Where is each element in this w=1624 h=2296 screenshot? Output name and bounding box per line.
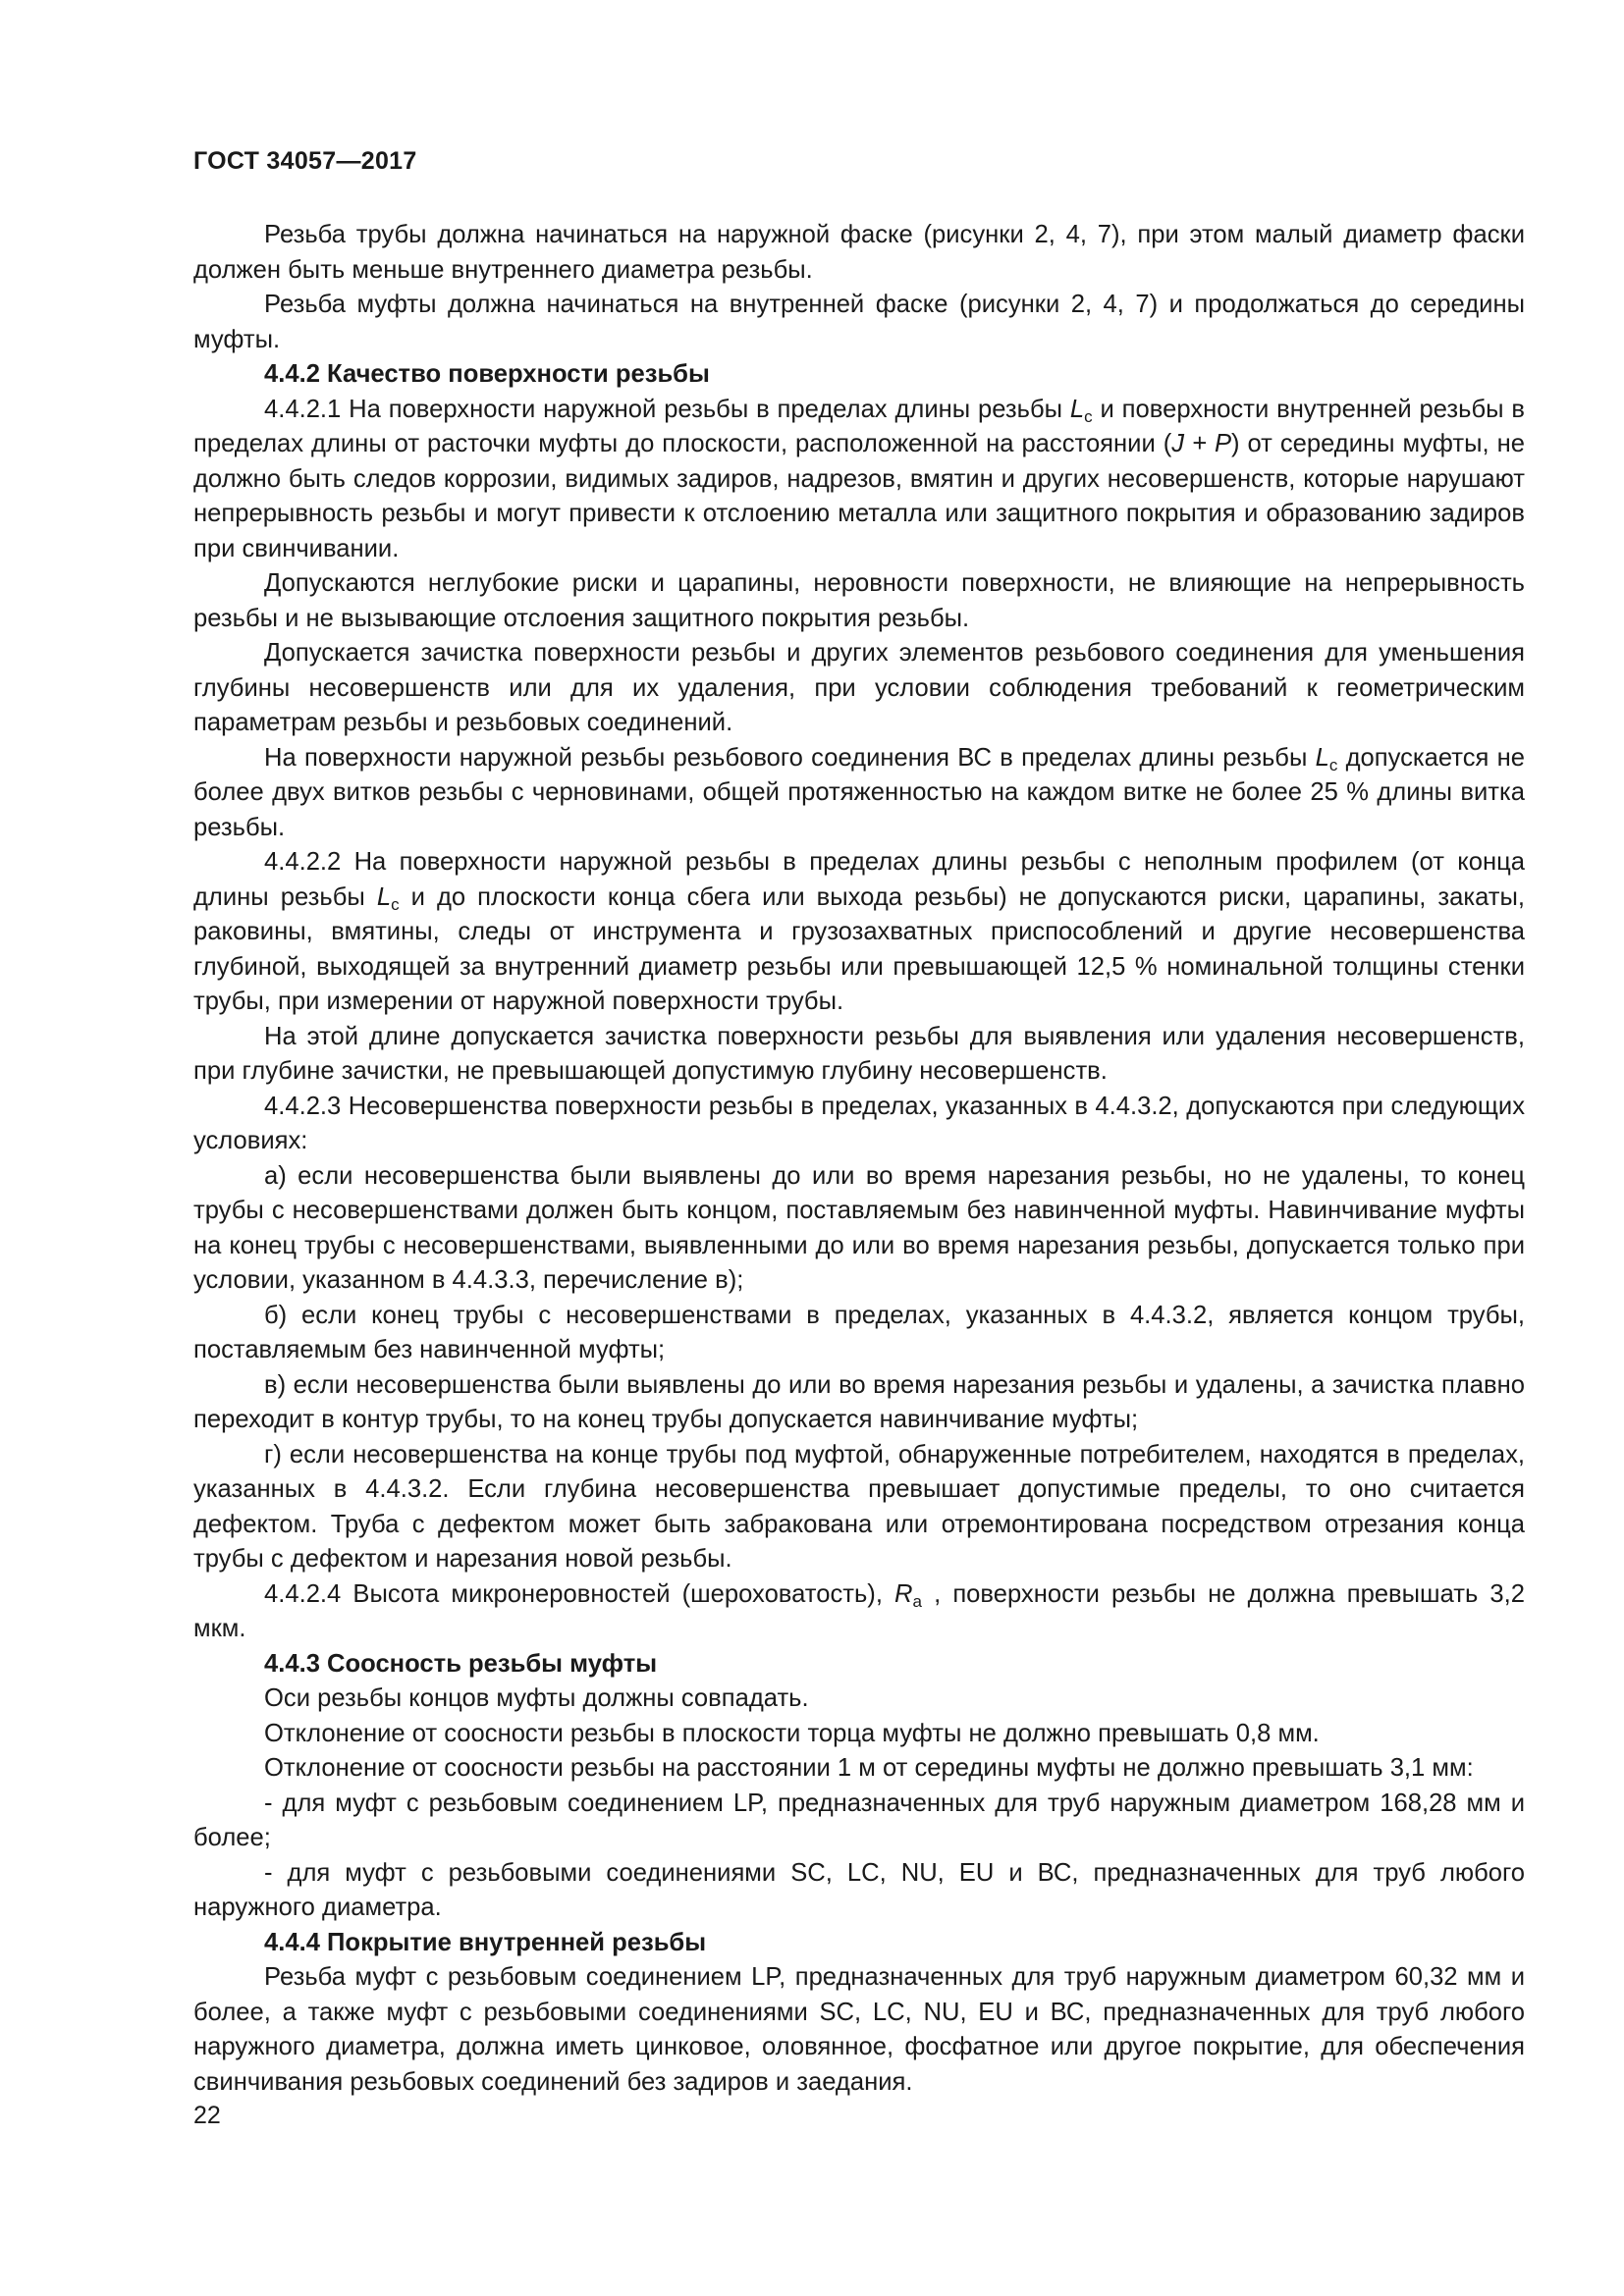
section-heading: 4.4.3 Соосность резьбы муфты — [264, 1649, 658, 1678]
paragraph: Резьба муфты должна начинаться на внутренней фаске (рисунки 2, 4, 7) и продолжаться до середины муфты. — [193, 291, 1525, 353]
paragraph: Допускаются неглубокие риски и царапины, неровности поверхности, не влияющие на непрерывность резьбы и не вызывающие отслоения защитного покрытия резьбы. — [193, 569, 1525, 632]
paragraph: Допускается зачистка поверхности резьбы и других элементов резьбового соединения для уменьшения глубины несовершенств или для их удаления, при условии соблюдения требований к геометрическим параметрам резьбы и резьбовых соединений. — [193, 639, 1525, 736]
page-number: 22 — [193, 2102, 221, 2129]
paragraph: Резьба муфт с резьбовым соединением LP, предназначенных для труб наружным диаметром 60,32 мм и более, а также муфт с резьбовыми соединениями SC, LC, NU, EU и ВС, предназначенных для труб любого наружного диаметра, должна иметь цинковое, оловянное, фосфатное или другое покрытие, для обеспечения свинчивания резьбовых соединений без задиров и заедания. — [193, 1963, 1525, 2096]
paragraph: 4.4.2.1 На поверхности наружной резьбы в пределах длины резьбы $L_c$ и поверхности внутренней резьбы в пределах длины от расточки муфты до плоскости, расположенной на расстоянии (J + P) от середины муфты, не должно быть следов коррозии, видимых задиров, надрезов, вмятин и других несовершенств, которые нарушают непрерывность резьбы и могут привести к отслоению металла или защитного покрытия и образованию задиров при свинчивании. — [193, 395, 1525, 562]
section-heading: 4.4.2 Качество поверхности резьбы — [264, 360, 710, 388]
paragraph: Отклонение от соосности резьбы в плоскости торца муфты не должно превышать 0,8 мм. — [264, 1719, 1320, 1747]
paragraph: 4.4.2.4 Высота микронеровностей (шероховатость), $R_a$ , поверхности резьбы не должна превышать 3,2 мкм. — [193, 1579, 1525, 1642]
section-heading: 4.4.4 Покрытие внутренней резьбы — [264, 1928, 707, 1956]
paragraph: На этой длине допускается зачистка поверхности резьбы для выявления или удаления несовершенств, при глубине зачистки, не превышающей допустимую глубину несовершенств. — [193, 1022, 1525, 1085]
paragraph: На поверхности наружной резьбы резьбового соединения ВС в пределах длины резьбы $L_c$ допускается не более двух витков резьбы с черновинами, общей протяженностью на каждом витке не более 25 % длины витка резьбы. — [193, 743, 1525, 841]
document-code: ГОСТ 34057—2017 — [193, 147, 417, 175]
list-item: б) если конец трубы с несовершенствами в пределах, указанных в 4.4.3.2, является концом трубы, поставляемым без навинченной муфты; — [193, 1301, 1525, 1363]
paragraph: Отклонение от соосности резьбы на расстоянии 1 м от середины муфты не должно превышать 3,1 мм: — [264, 1754, 1474, 1782]
paragraph: 4.4.2.2 На поверхности наружной резьбы в пределах длины резьбы с неполным профилем (от конца длины резьбы $L_c$ и до плоскости конца сбега или выхода резьбы) не допускаются риски, царапины, закаты, раковины, вмятины, следы от инструмента и грузозахватных приспособлений и другие несовершенства глубиной, выходящей за внутренний диаметр резьбы или превышающей 12,5 % номинальной толщины стенки трубы, при измерении от наружной поверхности трубы. — [193, 848, 1525, 1015]
paragraph: Резьба трубы должна начинаться на наружной фаске (рисунки 2, 4, 7), при этом малый диаметр фаски должен быть меньше внутреннего диаметра резьбы. — [193, 221, 1525, 284]
list-item: г) если несовершенства на конце трубы под муфтой, обнаруженные потребителем, находятся в пределах, указанных в 4.4.3.2. Если глубина несовершенства превышает допустимые пределы, то оно считается дефектом. Труба с дефектом может быть забракована или отремонтирована посредством отрезания конца трубы с дефектом и нарезания новой резьбы. — [193, 1440, 1525, 1573]
list-item: - для муфт с резьбовым соединением LP, предназначенных для труб наружным диаметром 168,28 мм и более; — [193, 1789, 1525, 1851]
paragraph: 4.4.2.3 Несовершенства поверхности резьбы в пределах, указанных в 4.4.3.2, допускаются при следующих условиях: — [193, 1092, 1525, 1154]
paragraph: Оси резьбы концов муфты должны совпадать. — [264, 1684, 809, 1712]
list-item: в) если несовершенства были выявлены до или во время нарезания резьбы и удалены, а зачистка плавно переходит в контур трубы, то на конец трубы допускается навинчивание муфты; — [193, 1370, 1525, 1433]
document-body — [193, 218, 1525, 2100]
list-item: - для муфт с резьбовыми соединениями SC, LC, NU, EU и ВС, предназначенных для труб любого наружного диаметра. — [193, 1858, 1525, 1921]
list-item: а) если несовершенства были выявлены до или во время нарезания резьбы, но не удалены, то конец трубы с несовершенствами должен быть концом, поставляемым без навинченной муфты. Навинчивание муфты на конец трубы с несовершенствами, выявленными до или во время нарезания резьбы, допускается только при условии, указанном в 4.4.3.3, перечисление в); — [193, 1161, 1525, 1294]
